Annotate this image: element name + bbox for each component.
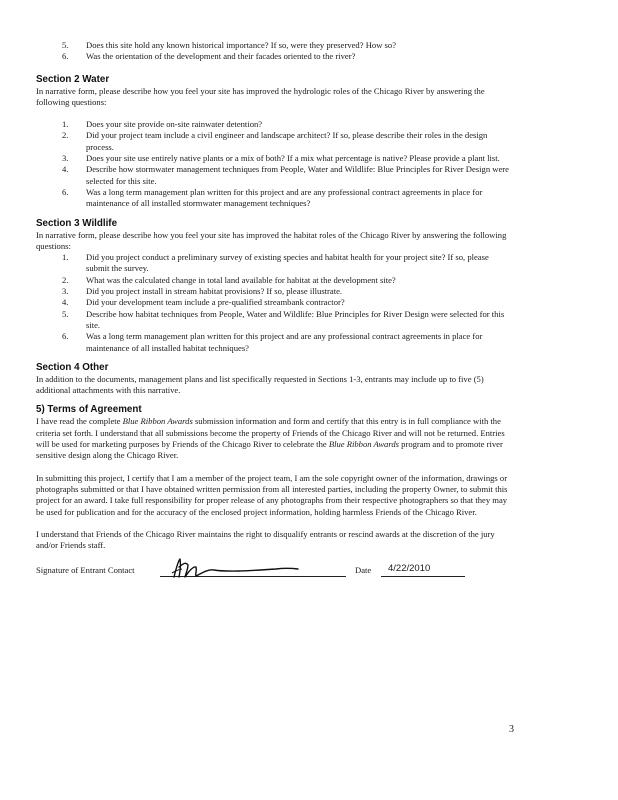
list-text: Does your site provide on-site rainwater detention? xyxy=(86,119,263,130)
list-number: 5. xyxy=(62,308,69,319)
page-number: 3 xyxy=(509,724,514,735)
award-name: Blue Ribbon Awards xyxy=(122,416,193,427)
signature-row xyxy=(36,559,510,581)
list-item xyxy=(36,153,510,164)
section-body: In addition to the documents, management plans and list specifically requested in Sections 1-3, entrants may include up to five (5) additional attachments with this narrative. xyxy=(36,373,484,396)
question-list xyxy=(36,119,510,209)
list-item xyxy=(36,275,510,286)
date-label: Date xyxy=(355,565,372,576)
list-number: 6. xyxy=(62,331,69,342)
list-number: 6. xyxy=(62,186,69,197)
list-text: Was a long term management plan written for this project and are any professional contract agreements in place for maintenance of all installed habitat techniques? xyxy=(86,331,483,353)
list-text: Did your development team include a pre-qualified streambank contractor? xyxy=(86,297,345,308)
page-content xyxy=(36,40,510,581)
list-text: Describe how stormwater management techniques from People, Water and Wildlife: Blue Principles for River Design were selected for this site. xyxy=(86,164,509,186)
award-name: Blue Ribbon Awards xyxy=(328,439,400,450)
terms-paragraph-1: I have read the complete Blue Ribbon Awards submission information and form and certify that this entry is in full compliance with the criteria set forth. I understand that all submissions become the property of Friends of the Chicago River and will not be returned. Entries will be used for marketing purposes by Friends of the Chicago River to celebrate the Blue Ribbon Awards program and to promote river sensitive design along the Chicago River. xyxy=(36,416,505,461)
list-text: Does this site hold any known historical importance? If so, were they preserved? How so? xyxy=(86,40,397,50)
list-number: 1. xyxy=(62,119,69,130)
section-other xyxy=(36,362,510,397)
handwritten-signature xyxy=(166,557,306,579)
list-number: 5. xyxy=(62,40,69,50)
signature-label: Signature of Entrant Contact xyxy=(36,565,135,576)
list-item xyxy=(36,130,510,153)
section-heading: Section 4 Other xyxy=(36,361,109,373)
list-item xyxy=(36,40,510,51)
list-number: 1. xyxy=(62,252,69,263)
list-item xyxy=(36,297,510,308)
list-number: 4. xyxy=(62,164,69,175)
section-water xyxy=(36,74,510,210)
list-item xyxy=(36,331,510,354)
list-text: What was the calculated change in total land available for habitat at the development site? xyxy=(86,274,396,285)
list-number: 2. xyxy=(62,274,69,285)
list-text: Did you project install in stream habitat provisions? If so, please illustrate. xyxy=(86,286,343,297)
list-number: 2. xyxy=(62,130,69,141)
list-text: Does your site use entirely native plants or a mix of both? If a mix what percentage is native? Please provide a plant list. xyxy=(86,153,500,164)
list-item xyxy=(36,51,510,62)
list-item xyxy=(36,252,510,275)
list-number: 4. xyxy=(62,297,69,308)
section-heading: 5) Terms of Agreement xyxy=(36,404,142,416)
section-heading: Section 3 Wildlife xyxy=(36,217,118,229)
list-item xyxy=(36,187,510,210)
list-item xyxy=(36,286,510,297)
section-intro: In narrative form, please describe how you feel your site has improved the hydrologic roles of the Chicago River by answering the following questions: xyxy=(36,85,485,107)
section-heading: Section 2 Water xyxy=(36,73,110,85)
section-intro: In narrative form, please describe how you feel your site has improved the habitat roles of the Chicago River by answering the following questions: xyxy=(36,229,507,251)
terms-paragraph-2: In submitting this project, I certify that I am a member of the project team, I am the sole copyright owner of the information, drawings or photographs submitted or that I have obtained written permission from all interested parties, including the property Owner, to submit this project for an award. I take full responsibility for proper release of any photographs from their respective photographers so that they may be used for publication and for the accuracy of the enclosed project information, holding harmless Friends of the Chicago River. xyxy=(36,472,508,517)
date-line xyxy=(381,576,465,577)
list-number: 6. xyxy=(62,51,69,62)
list-text: Was a long term management plan written for this project and are any professional contract agreements in place for maintenance of all installed stormwater management techniques? xyxy=(86,186,483,209)
section-wildlife xyxy=(36,218,510,354)
list-text: Did you project conduct a preliminary survey of existing species and habitat health for your project site? If so, please submit the survey. xyxy=(86,252,489,274)
list-number: 3. xyxy=(62,286,69,297)
list-number: 3. xyxy=(62,153,69,164)
list-item xyxy=(36,119,510,130)
date-value: 4/22/2010 xyxy=(388,563,431,575)
list-text: Did your project team include a civil engineer and landscape architect? If so, please describe their roles in the design process. xyxy=(86,130,488,152)
question-list xyxy=(36,252,510,354)
terms-paragraph-3: I understand that Friends of the Chicago River maintains the right to disqualify entrants or rescind awards at the discretion of the jury and/or Friends staff. xyxy=(36,528,495,551)
list-item xyxy=(36,164,510,187)
list-text: Describe how habitat techniques from People, Water and Wildlife: Blue Principles for River Design were selected for this site. xyxy=(86,308,505,330)
continued-question-list xyxy=(36,40,510,63)
section-terms xyxy=(36,404,510,551)
list-text: Was the orientation of the development and their facades oriented to the river? xyxy=(86,51,356,62)
list-item xyxy=(36,309,510,332)
